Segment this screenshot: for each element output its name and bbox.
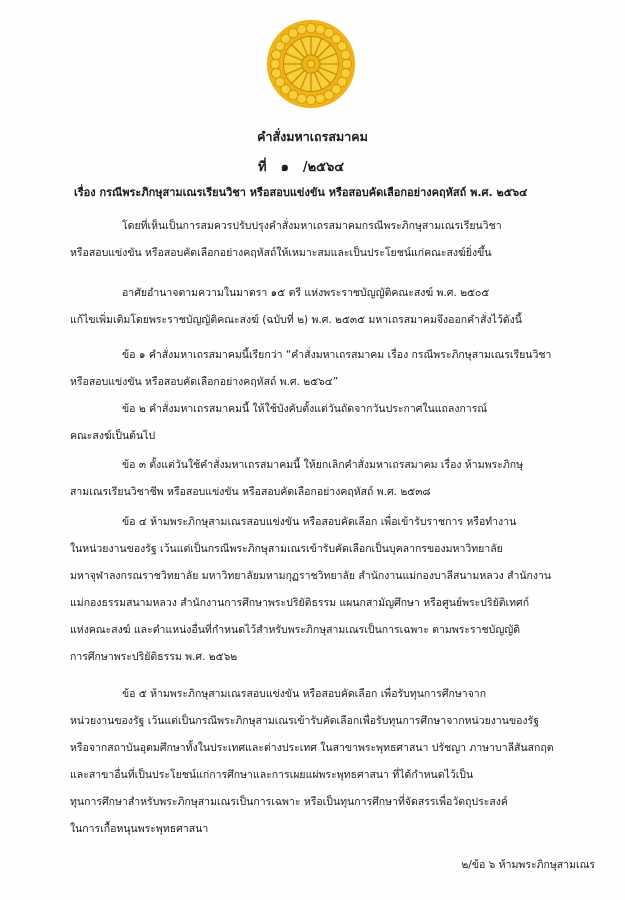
document-subject: เรื่อง กรณีพระภิกษุสามเณรเรียนวิชา หรือสอบแข่งขัน หรือสอบคัดเลือกอย่างคฤหัสถ์ พ.ศ. ๒๕๖๔ — [74, 186, 528, 199]
number-value: ๑ — [280, 160, 289, 175]
paragraph-line: ข้อ ๔ ห้ามพระภิกษุสามเณรสอบแข่งขัน หรือสอบคัดเลือก เพื่อเข้ารับราชการ หรือทำงาน — [122, 516, 517, 528]
paragraph-line: ข้อ ๕ ห้ามพระภิกษุสามเณรสอบแข่งขัน หรือสอบคัดเลือก เพื่อรับทุนการศึกษาจาก — [122, 688, 487, 700]
paragraph-line: คณะสงฆ์เป็นต้นไป — [70, 430, 156, 442]
paragraph-line: หรือสอบแข่งขัน หรือสอบคัดเลือกอย่างคฤหัสถ์ให้เหมาะสมและเป็นประโยชน์แก่คณะสงฆ์ยิ่งขึ้น — [70, 247, 492, 259]
paragraph-line: หรือสอบแข่งขัน หรือสอบคัดเลือกอย่างคฤหัสถ์ พ.ศ. ๒๕๖๔” — [70, 376, 339, 388]
next-page-reference: ๒/ข้อ ๖ ห้ามพระภิกษุสามเณร — [461, 859, 595, 871]
paragraph-line: สามเณรเรียนวิชาชีพ หรือสอบแข่งขัน หรือสอบคัดเลือกอย่างคฤหัสถ์ พ.ศ. ๒๕๓๘ — [70, 486, 431, 498]
paragraph-line: ในหน่วยงานของรัฐ เว้นแต่เป็นกรณีพระภิกษุสามเณรเข้ารับคัดเลือกเป็นบุคลากรของมหาวิทยาลัย — [70, 543, 503, 555]
paragraph-line: แม่กองธรรมสนามหลวง สำนักงานการศึกษาพระปริยัติธรรม แผนกสามัญศึกษา หรือศูนย์พระปริยัติเทศก์ — [70, 597, 530, 609]
paragraph-line: อาศัยอำนาจตามความในมาตรา ๑๕ ตรี แห่งพระราชบัญญัติคณะสงฆ์ พ.ศ. ๒๕๐๕ — [122, 287, 490, 299]
paragraph-line: ข้อ ๓ ตั้งแต่วันใช้คำสั่งมหาเถรสมาคมนี้ ให้ยกเลิกคำสั่งมหาเถรสมาคม เรื่อง ห้ามพระภิกษุ — [122, 459, 524, 471]
order-number — [258, 156, 344, 177]
number-year: /๒๕๖๔ — [302, 160, 345, 175]
paragraph-line: ในการเกื้อหนุนพระพุทธศาสนา — [70, 823, 209, 835]
paragraph-line: โดยที่เห็นเป็นการสมควรปรับปรุงคำสั่งมหาเถรสมาคมกรณีพระภิกษุสามเณรเรียนวิชา — [122, 220, 502, 232]
paragraph-clause-1 — [70, 342, 590, 396]
paragraph-line: ทุนการศึกษาสำหรับพระภิกษุสามเณรเป็นการเฉพาะ หรือเป็นทุนการศึกษาที่จัดสรรเพื่อวัตถุประสงค์ — [70, 796, 508, 808]
paragraph-clause-3 — [70, 452, 590, 506]
paragraph-line: หน่วยงานของรัฐ เว้นแต่เป็นกรณีพระภิกษุสามเณรเข้ารับคัดเลือกเพื่อรับทุนการศึกษาจากหน่วยงานของรัฐ — [70, 715, 539, 727]
paragraph-line: การศึกษาพระปริยัติธรรม พ.ศ. ๒๕๖๒ — [70, 651, 238, 663]
paragraph-line: มหาจุฬาลงกรณราชวิทยาลัย มหาวิทยาลัยมหามกุฏราชวิทยาลัย สำนักงานแม่กองบาลีสนามหลวง สำนักงาน — [70, 570, 552, 582]
paragraph-clause-5 — [70, 681, 590, 843]
paragraph-line: และสาขาอื่นที่เป็นประโยชน์แก่การศึกษาและการเผยแผ่พระพุทธศาสนา ที่ได้กำหนดไว้เป็น — [70, 769, 474, 781]
number-label: ที่ — [258, 160, 267, 175]
paragraph-line: ข้อ ๑ คำสั่งมหาเถรสมาคมนี้เรียกว่า “คำสั่งมหาเถรสมาคม เรื่อง กรณีพระภิกษุสามเณรเรียนวิชา — [122, 349, 552, 361]
paragraph-clause-2 — [70, 396, 590, 450]
dharma-wheel-emblem-icon — [265, 18, 357, 110]
paragraph-authority — [70, 280, 590, 334]
paragraph-line: หรือจากสถาบันอุดมศึกษาทั้งในประเทศและต่างประเทศ ในสาขาพระพุทธศาสนา ปรัชญา ภาษาบาลีสันสกฤต — [70, 742, 554, 754]
document-title: คำสั่งมหาเถรสมาคม — [257, 129, 368, 144]
paragraph-preamble — [70, 213, 590, 267]
paragraph-clause-4 — [70, 509, 590, 671]
paragraph-line: แก้ไขเพิ่มเติมโดยพระราชบัญญัติคณะสงฆ์ (ฉบับที่ ๒) พ.ศ. ๒๕๓๕ มหาเถรสมาคมจึงออกคำสั่งไว้ดังนี้ — [70, 314, 522, 326]
paragraph-line: ข้อ ๒ คำสั่งมหาเถรสมาคมนี้ ให้ใช้บังคับตั้งแต่วันถัดจากวันประกาศในแถลงการณ์ — [122, 403, 488, 415]
paragraph-line: แห่งคณะสงฆ์ และตำแหน่งอื่นที่กำหนดไว้สำหรับพระภิกษุสามเณรเป็นการเฉพาะ ตามพระราชบัญญัติ — [70, 624, 521, 636]
